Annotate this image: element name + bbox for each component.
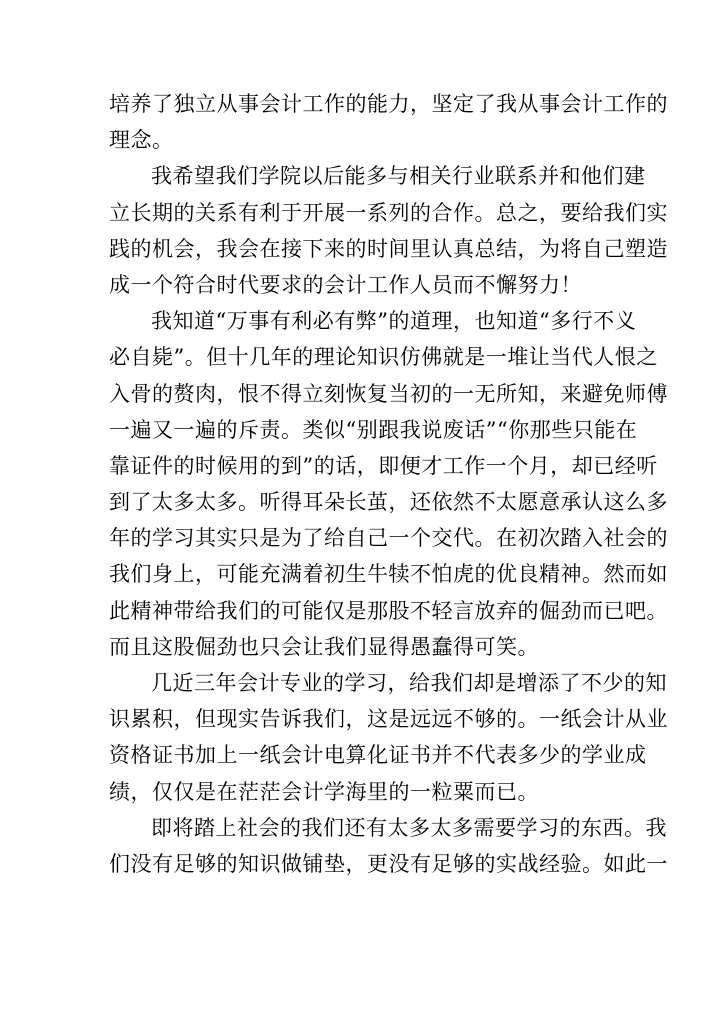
- text-line: 理念。: [109, 128, 174, 153]
- text-line: 此精神带给我们的可能仅是那股不轻言放弃的倔劲而已吧。: [109, 598, 668, 623]
- text-line: 入骨的赘肉，恨不得立刻恢复当初的一无所知，来避免师傅: [109, 381, 668, 406]
- text-line: 即将踏上社会的我们还有太多太多需要学习的东西。我: [151, 815, 667, 840]
- text-line: 践的机会，我会在接下来的时间里认真总结，为将自己塑造: [109, 236, 668, 261]
- text-line: 绩，仅仅是在茫茫会计学海里的一粒粟而已。: [109, 779, 539, 804]
- text-line: 必自毙”。但十几年的理论知识仿佛就是一堆让当代人恨之: [109, 345, 658, 370]
- text-line: 培养了独立从事会计工作的能力，坚定了我从事会计工作的: [109, 92, 668, 116]
- text-line: 而且这股倔劲也只会让我们显得愚蠢得可笑。: [109, 634, 539, 659]
- text-line: 一遍又一遍的斥责。类似“别跟我说废话”“你那些只能在: [109, 417, 638, 442]
- text-line: 几近三年会计专业的学习，给我们却是增添了不少的知: [151, 671, 667, 695]
- text-line: 我知道“万事有利必有弊”的道理，也知道“多行不义: [151, 309, 637, 334]
- text-line: 立长期的关系有利于开展一系列的合作。总之，要给我们实: [109, 200, 668, 225]
- document-body: [109, 86, 668, 882]
- text-line: 资格证书加上一纸会计电算化证书并不代表多少的学业成: [109, 743, 647, 768]
- text-line: 年的学习其实只是为了给自己一个交代。在初次踏入社会的: [109, 526, 668, 551]
- text-line: 我希望我们学院以后能多与相关行业联系并和他们建: [151, 164, 646, 189]
- text-line: 们没有足够的知识做铺垫，更没有足够的实战经验。如此一: [109, 851, 668, 876]
- text-line: 我们身上，可能充满着初生牛犊不怕虎的优良精神。然而如: [109, 562, 668, 587]
- text-line: 成一个符合时代要求的会计工作人员而不懈努力！: [109, 272, 582, 297]
- text-line: 识累积，但现实告诉我们，这是远远不够的。一纸会计从业: [109, 707, 668, 732]
- text-line: 到了太多太多。听得耳朵长茧，还依然不太愿意承认这么多: [109, 490, 668, 515]
- text-line: 靠证件的时候用的到”的话，即便才工作一个月，却已经听: [109, 453, 658, 478]
